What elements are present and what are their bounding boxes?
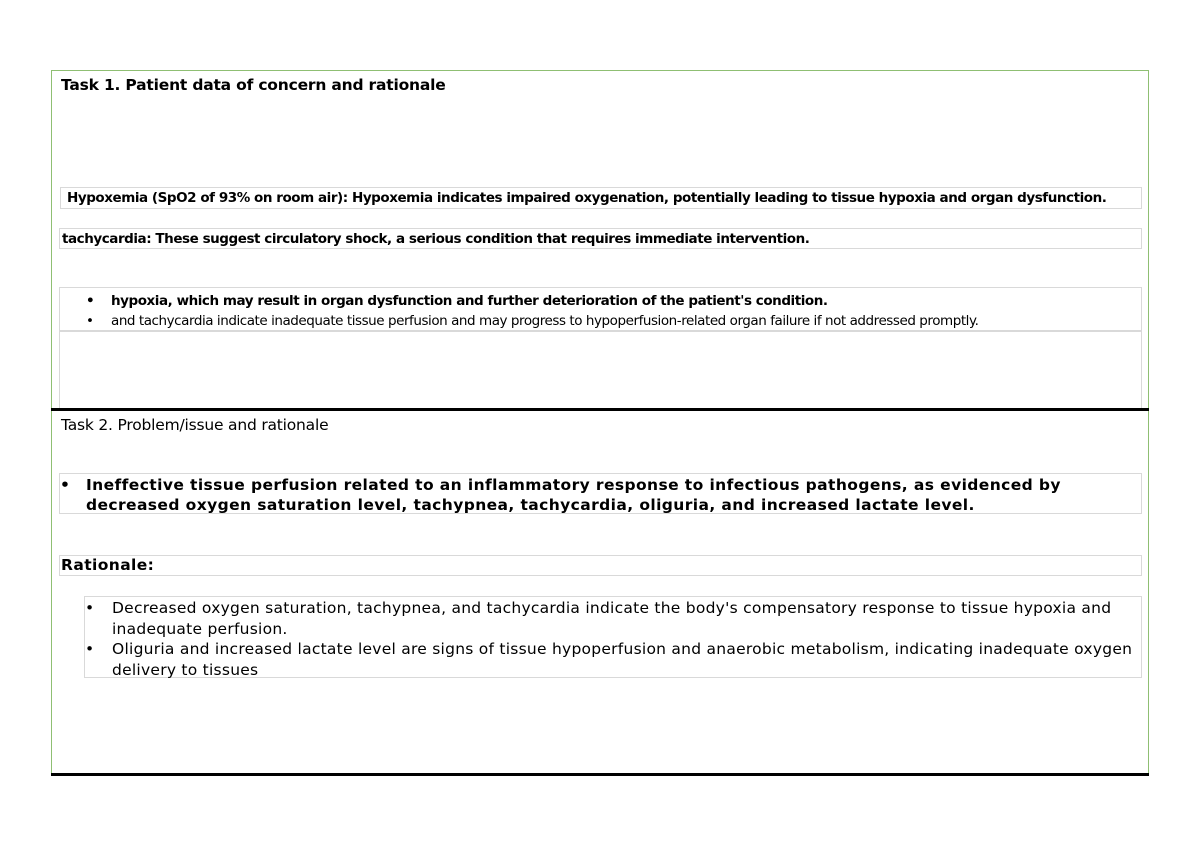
section-divider <box>51 408 1149 411</box>
task2-title: Task 2. Problem/issue and rationale <box>61 416 329 434</box>
list-item <box>60 291 1141 311</box>
bullet-icon: • <box>85 640 95 658</box>
list-item-text: and tachycardia indicate inadequate tissue perfusion and may progress to hypoperfusion-related organ failure if not addressed promptly. <box>111 313 979 329</box>
task1-bullet-list <box>59 287 1142 331</box>
bullet-icon: • <box>86 313 94 329</box>
section-divider <box>51 773 1149 776</box>
problem-statement <box>59 473 1142 514</box>
list-item <box>85 598 1141 639</box>
rationale-bullet-list <box>84 596 1142 678</box>
hypoxemia-paragraph: Hypoxemia (SpO2 of 93% on room air): Hypoxemia indicates impaired oxygenation, potentially leading to tissue hypoxia and organ dysfunction. <box>60 187 1142 209</box>
list-item-text: hypoxia, which may result in organ dysfunction and further deterioration of the patient's condition. <box>111 293 828 309</box>
list-item <box>60 311 1141 331</box>
tachycardia-paragraph: tachycardia: These suggest circulatory shock, a serious condition that requires immediate intervention. <box>59 228 1142 249</box>
list-item-text: Decreased oxygen saturation, tachypnea, and tachycardia indicate the body's compensatory response to tissue hypoxia and inadequate perfusion. <box>112 599 1112 638</box>
task1-title: Task 1. Patient data of concern and rationale <box>61 76 446 94</box>
rationale-heading: Rationale: <box>59 555 1142 576</box>
list-item <box>85 639 1141 680</box>
task1-empty-box <box>59 331 1142 409</box>
list-item-text: Oliguria and increased lactate level are signs of tissue hypoperfusion and anaerobic metabolism, indicating inadequate oxygen delivery to tissues <box>112 640 1133 679</box>
bullet-icon: • <box>86 293 95 309</box>
bullet-icon: • <box>60 476 71 494</box>
problem-text: Ineffective tissue perfusion related to an inflammatory response to infectious pathogens, as evidenced by decreased oxygen saturation level, tachypnea, tachycardia, oliguria, and increased lactate level. <box>86 476 1061 514</box>
bullet-icon: • <box>85 599 95 617</box>
